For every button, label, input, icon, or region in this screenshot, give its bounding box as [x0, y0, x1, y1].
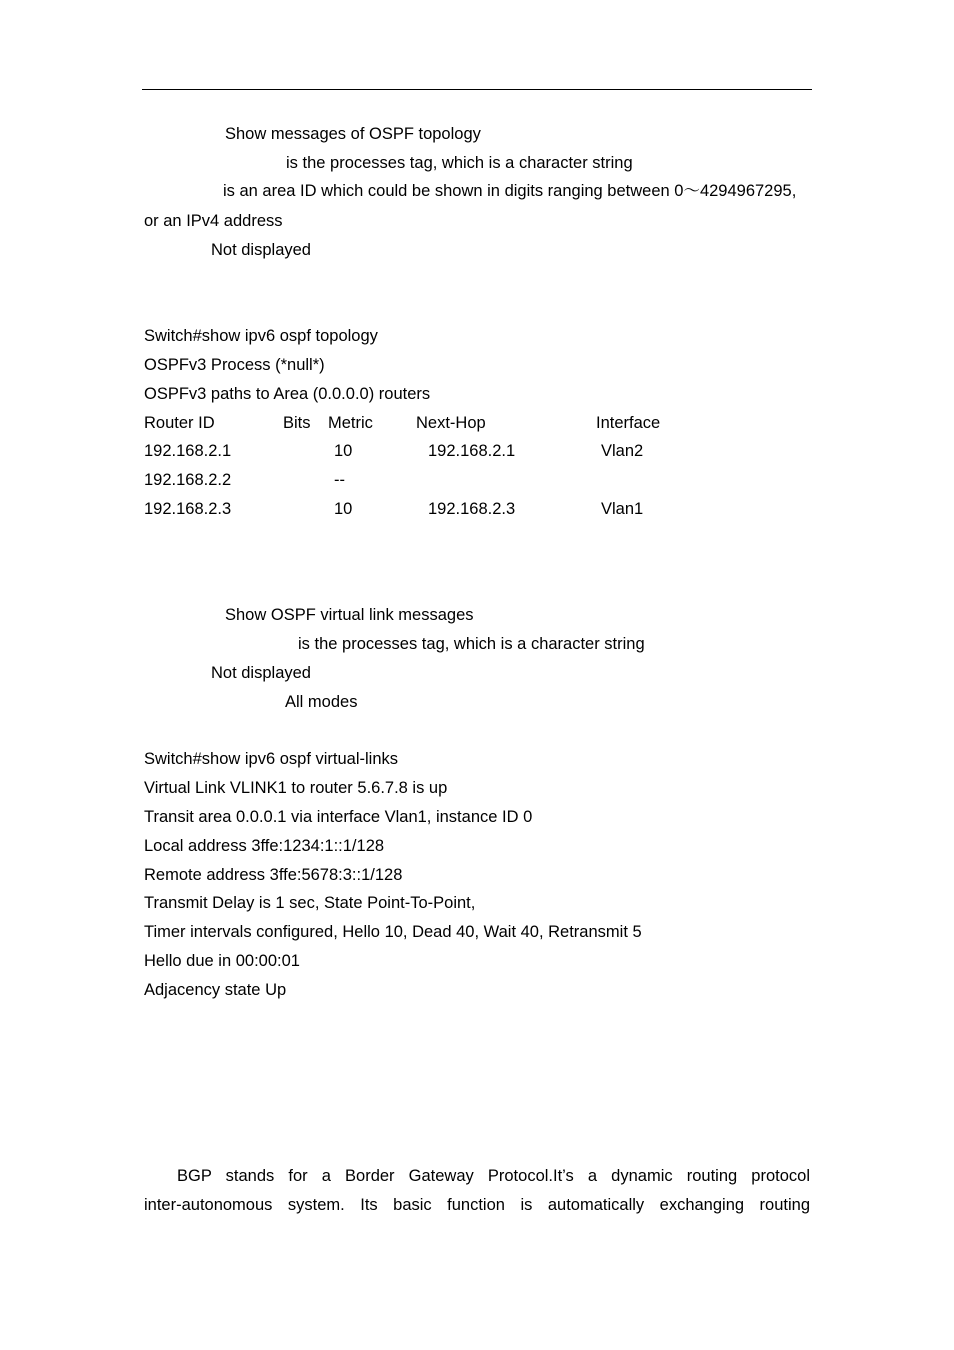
- topology-param-area-line2: or an IPv4 address: [144, 212, 283, 230]
- bgp-intro-line-2: inter-autonomous system. Its basic function is automatically exchanging routing: [144, 1196, 810, 1214]
- table-row-3-metric: 10: [334, 500, 353, 518]
- virtual-default: Not displayed: [211, 664, 311, 682]
- table-row-2-router-id: 192.168.2.2: [144, 471, 232, 489]
- topology-example-command: Switch#show ipv6 ospf topology: [144, 327, 378, 345]
- topology-example-process: OSPFv3 Process (*null*): [144, 356, 325, 374]
- header-rule: [142, 89, 812, 90]
- table-row-1-next-hop: 192.168.2.1: [428, 442, 516, 460]
- virtual-example-line-4: Local address 3ffe:1234:1::1/128: [144, 837, 385, 855]
- column-header-router-id: Router ID: [144, 414, 215, 432]
- virtual-param-tag: is the processes tag, which is a character string: [298, 635, 645, 653]
- topology-example-paths: OSPFv3 paths to Area (0.0.0.0) routers: [144, 385, 431, 403]
- column-header-metric: Metric: [328, 414, 373, 432]
- column-header-next-hop: Next-Hop: [416, 414, 486, 432]
- virtual-example-line-9: Adjacency state Up: [144, 981, 287, 999]
- virtual-example-line-6: Transmit Delay is 1 sec, State Point-To-Point,: [144, 894, 476, 912]
- virtual-example-line-8: Hello due in 00:00:01: [144, 952, 300, 970]
- table-row-2-metric: --: [334, 471, 345, 489]
- bgp-intro-line-1: BGP stands for a Border Gateway Protocol.It’s a dynamic routing protocol: [177, 1167, 810, 1185]
- table-row-3-router-id: 192.168.2.3: [144, 500, 232, 518]
- column-header-bits: Bits: [283, 414, 311, 432]
- table-row-3-interface: Vlan1: [601, 500, 644, 518]
- table-row-1-metric: 10: [334, 442, 353, 460]
- topology-function: Show messages of OSPF topology: [225, 125, 481, 143]
- virtual-example-line-1: Switch#show ipv6 ospf virtual-links: [144, 750, 399, 768]
- topology-param-area-line1: is an area ID which could be shown in digits ranging between 0～4294967295,: [223, 182, 797, 200]
- virtual-mode: All modes: [285, 693, 358, 711]
- table-row-1-router-id: 192.168.2.1: [144, 442, 232, 460]
- virtual-example-line-3: Transit area 0.0.0.1 via interface Vlan1, instance ID 0: [144, 808, 533, 826]
- table-row-3-next-hop: 192.168.2.3: [428, 500, 516, 518]
- topology-default: Not displayed: [211, 241, 311, 259]
- virtual-example-line-2: Virtual Link VLINK1 to router 5.6.7.8 is up: [144, 779, 448, 797]
- virtual-function: Show OSPF virtual link messages: [225, 606, 474, 624]
- virtual-example-line-7: Timer intervals configured, Hello 10, Dead 40, Wait 40, Retransmit 5: [144, 923, 642, 941]
- table-row-1-interface: Vlan2: [601, 442, 644, 460]
- topology-param-tag: is the processes tag, which is a character string: [286, 154, 633, 172]
- virtual-example-line-5: Remote address 3ffe:5678:3::1/128: [144, 866, 403, 884]
- column-header-interface: Interface: [596, 414, 661, 432]
- bgp-intro-paragraph: [144, 1162, 810, 1220]
